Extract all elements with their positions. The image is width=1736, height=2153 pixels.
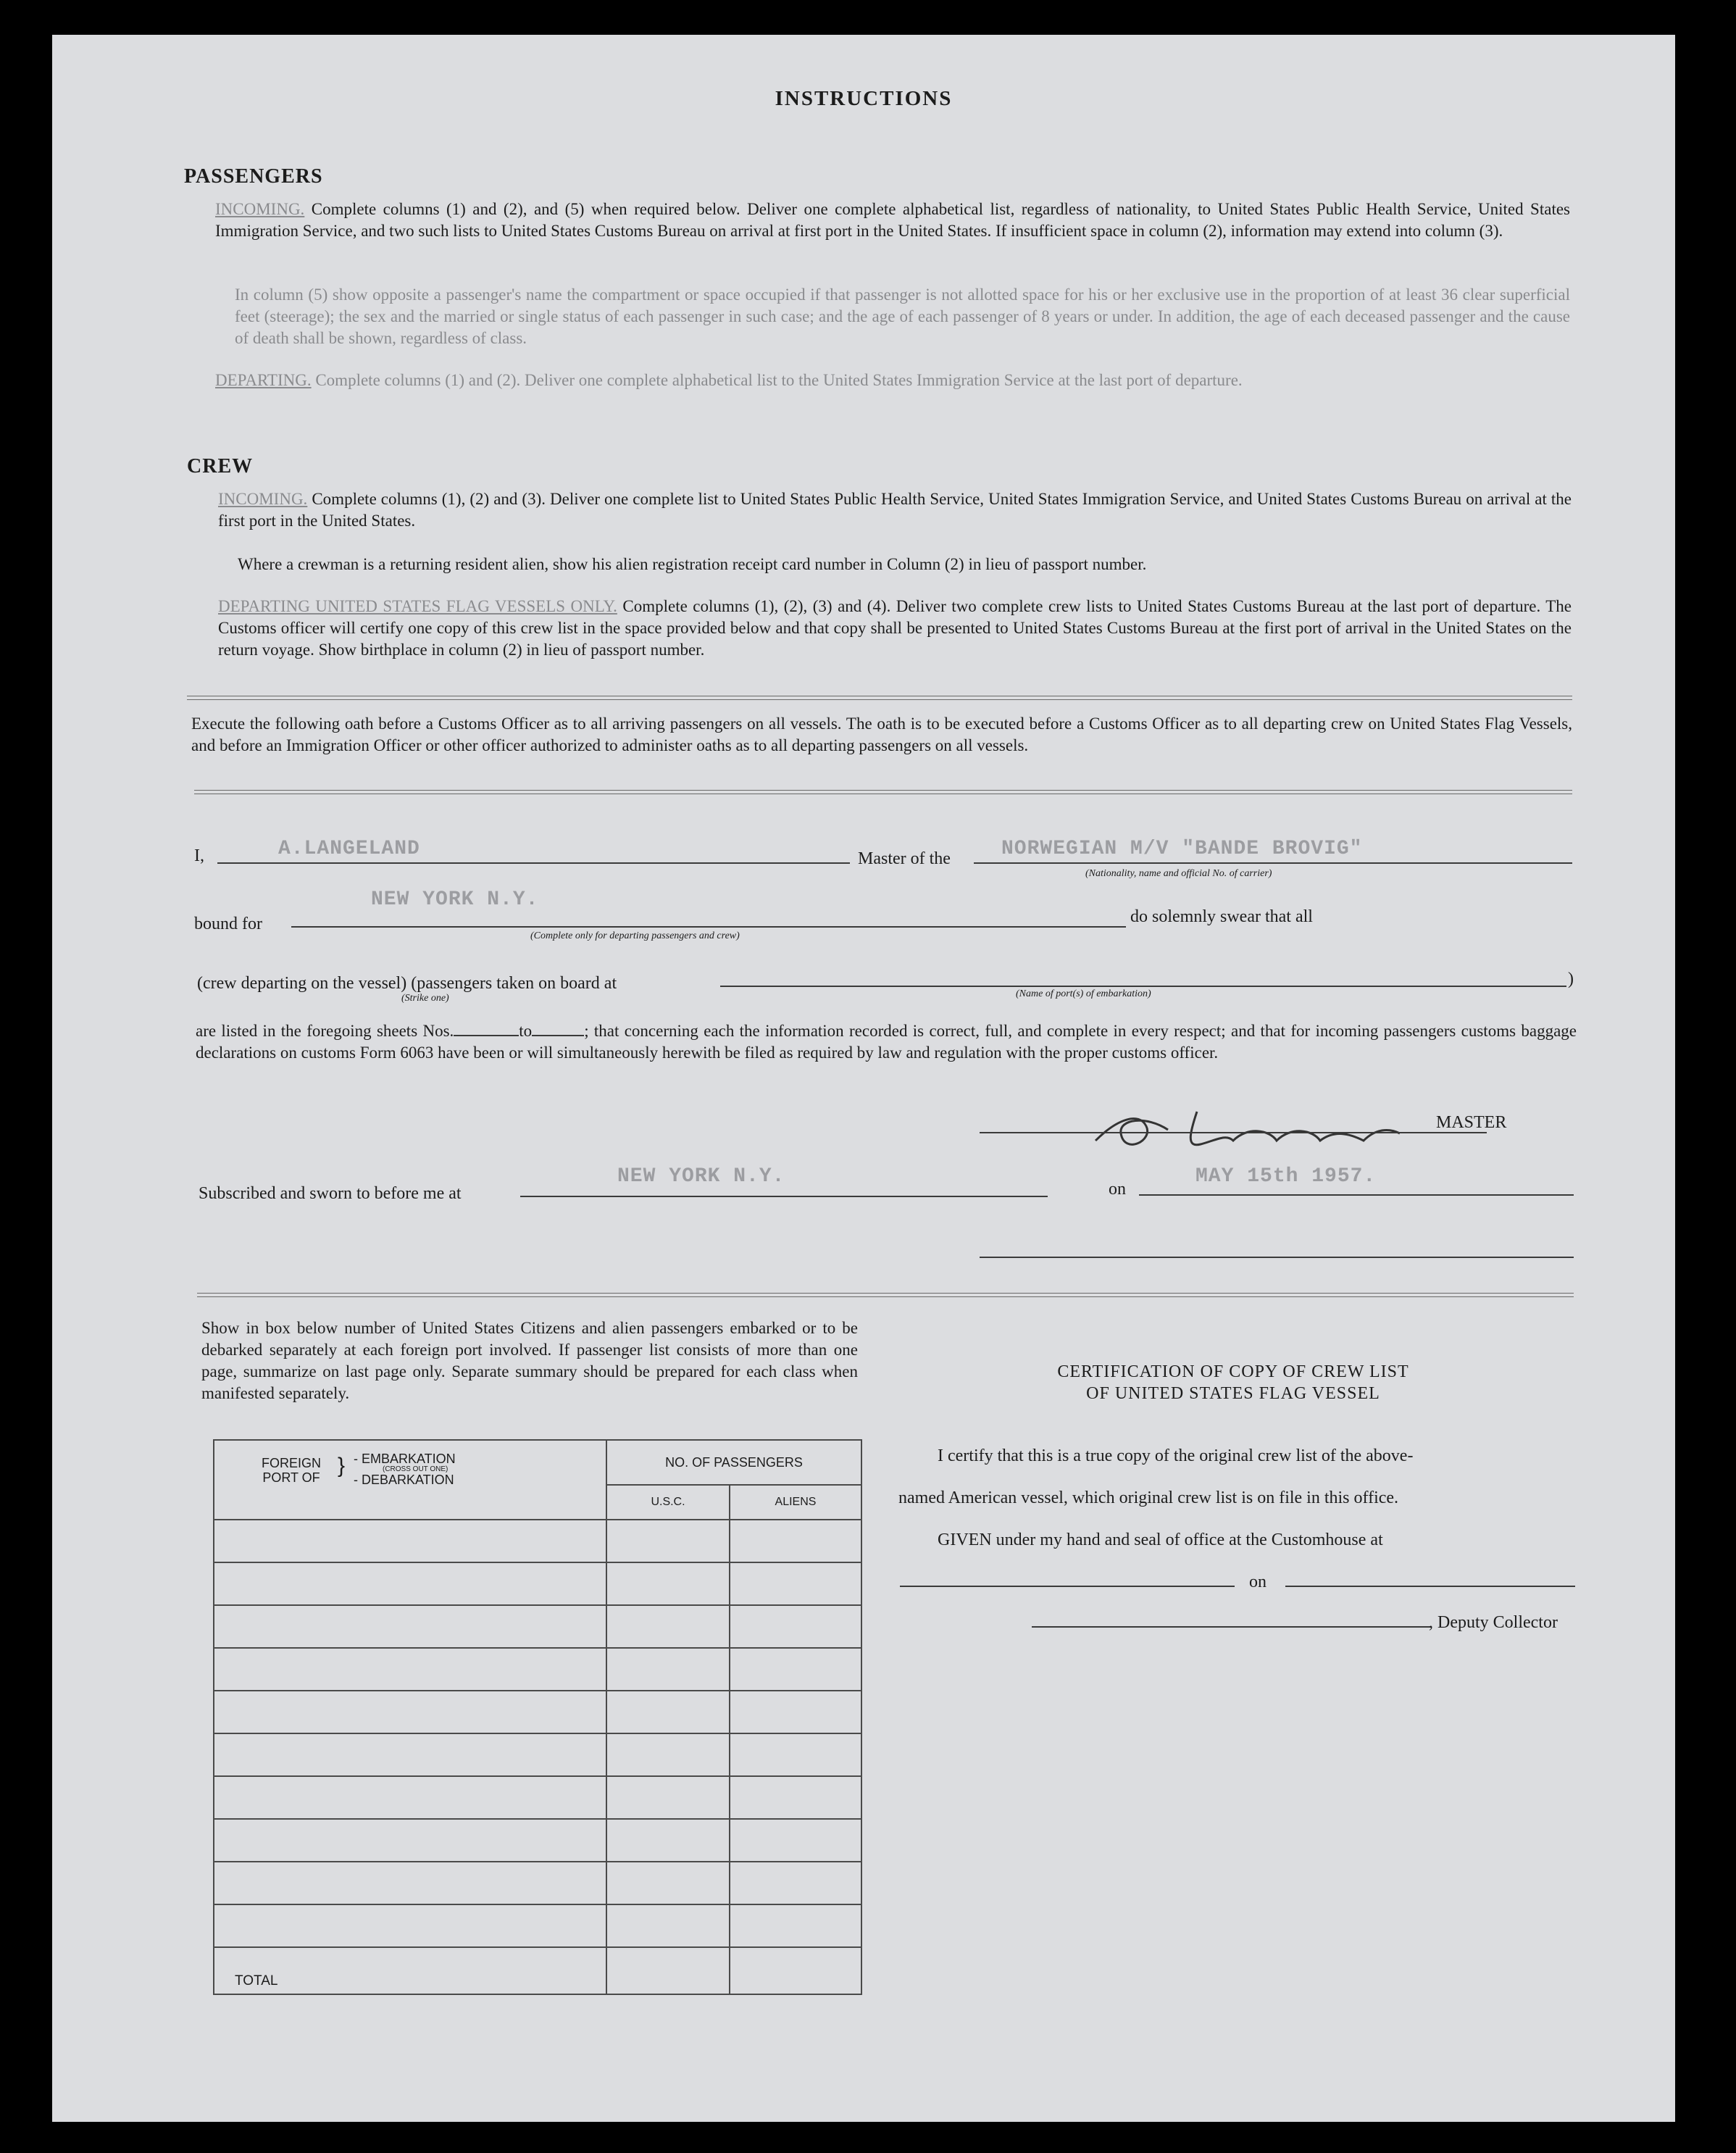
total-row (214, 1947, 861, 1994)
subscribed-label: Subscribed and sworn to before me at (199, 1184, 462, 1203)
certification-heading (893, 1361, 1574, 1404)
master-of-label: Master of the (858, 849, 951, 868)
table-row (214, 1904, 861, 1947)
departing-text: Complete columns (1) and (2). Deliver one complete alphabetical list to the United States Immigration Service at the last port of departure. (315, 371, 1243, 389)
total-label: TOTAL (214, 1947, 606, 1994)
master-name-value: A.LANGELAND (278, 838, 420, 860)
table-row (214, 1648, 861, 1691)
table-row (214, 1776, 861, 1819)
bound-for-caption: (Complete only for departing passengers and crew) (530, 930, 740, 941)
certify-text-1: I certify that this is a true copy of the original crew list of the above- (938, 1446, 1414, 1465)
passengers-heading: PASSENGERS (184, 165, 323, 188)
master-name-line[interactable] (217, 862, 850, 864)
debarkation-label: - DEBARKATION (354, 1473, 454, 1488)
total-usc-cell[interactable] (606, 1947, 730, 1994)
sworn-date-value: MAY 15th 1957. (1195, 1165, 1377, 1188)
bound-for-label: bound for (194, 915, 262, 933)
sworn-date-line[interactable] (1139, 1194, 1574, 1196)
customhouse-line[interactable] (900, 1586, 1235, 1587)
deputy-collector-line[interactable] (1032, 1626, 1430, 1628)
table-row (214, 1605, 861, 1648)
table-row (214, 1862, 861, 1904)
table-row (214, 1520, 861, 1562)
certification-date-line[interactable] (1285, 1586, 1575, 1587)
incoming-label: INCOMING. (215, 200, 305, 218)
document-page (52, 35, 1675, 2122)
embarkation-caption: (Name of port(s) of embarkation) (1016, 988, 1151, 999)
divider (187, 696, 1572, 700)
passengers-departing-paragraph (215, 370, 1570, 391)
sheet-to-blank[interactable] (532, 1035, 584, 1036)
crew-departing-paragraph (218, 596, 1572, 661)
embarkation-port-line[interactable] (720, 986, 1566, 987)
embarkation-options (354, 1452, 456, 1487)
bound-for-value: NEW YORK N.Y. (371, 888, 539, 911)
sworn-place-line[interactable] (520, 1196, 1048, 1197)
foreign-port-header (214, 1440, 606, 1520)
divider (197, 1293, 1574, 1297)
crew-heading: CREW (187, 455, 254, 478)
listed-text-1: are listed in the foregoing sheets Nos. (196, 1022, 454, 1040)
master-signature-line[interactable] (980, 1132, 1487, 1133)
crew-alien-paragraph: Where a crewman is a returning resident alien, show his alien registration receipt card number in Column (2) in lieu of passport number. (238, 555, 1147, 573)
incoming-text: Complete columns (1) and (2), and (5) when required below. Deliver one complete alphabetical list, regardless of nationality, to United States Public Health Service, United States Immigration Service, and two such lists to United States Customs Bureau on arrival at first port in the United States. If insufficient space in column (2), information may extend into column (3). (215, 200, 1571, 240)
swear-label: do solemnly swear that all (1130, 907, 1313, 926)
carrier-caption: (Nationality, name and official No. of carrier) (1085, 868, 1272, 879)
oath-instructions: Execute the following oath before a Customs Officer as to all arriving passengers on all vessels. The oath is to be executed before a Customs Officer as to all departing crew on United States Flag Vessels, and before an Immigration Officer or other officer authorized to administer oaths as to all departing passengers on all vessels. (191, 715, 1572, 754)
no-of-passengers-header: NO. OF PASSENGERS (606, 1440, 861, 1485)
cross-out-label: (CROSS OUT ONE) (383, 1465, 448, 1473)
listed-text-2: ; that concerning each the information recorded is correct, full, and complete in every respect; and that for incoming passengers customs baggage declarations on customs Form 6063 have been or will simultaneously herewith be filed as required by law and regulation with the proper customs officer. (196, 1022, 1577, 1062)
usc-header: U.S.C. (606, 1485, 730, 1520)
passenger-summary-table (213, 1439, 862, 1995)
strike-one-caption: (Strike one) (401, 993, 449, 1004)
master-signature (1052, 1090, 1443, 1170)
table-row (214, 1691, 861, 1733)
page-title: INSTRUCTIONS (775, 87, 953, 110)
certify-text-2: named American vessel, which original crew list is on file in this office. (898, 1488, 1399, 1507)
crew-incoming-label: INCOMING. (218, 490, 308, 508)
passengers-column5-paragraph: In column (5) show opposite a passenger's name the compartment or space occupied if that passenger is not allotted space for his or her exclusive use in the proportion of at least 36 clear superficial feet (steerage); the sex and the married or single status of each passenger in such case; and the age of each passenger of 8 years or under. In addition, the age of each deceased passenger and the cause of death shall be shown, regardless of class. (235, 286, 1570, 347)
carrier-line[interactable] (974, 862, 1572, 864)
oath-i-label: I, (194, 846, 204, 865)
sheet-from-blank[interactable] (454, 1035, 519, 1036)
passengers-incoming-paragraph (215, 199, 1570, 242)
summary-instructions: Show in box below number of United States Citizens and alien passengers embarked or to be debarked separately at each foreign port involved. If passenger list consists of more than one page, summarize on last page only. Separate summary should be prepared for each class when manifested separately. (201, 1319, 858, 1402)
certification-heading-line-1: CERTIFICATION OF COPY OF CREW LIST (1057, 1362, 1409, 1381)
table-row (214, 1819, 861, 1862)
divider (194, 790, 1572, 794)
closing-paren: ) (1568, 970, 1574, 988)
crew-incoming-paragraph (218, 488, 1572, 532)
embarkation-label: - EMBARKATION (354, 1452, 456, 1466)
departing-label: DEPARTING. (215, 371, 312, 389)
certification-heading-line-2: OF UNITED STATES FLAG VESSEL (1086, 1384, 1380, 1403)
crew-passengers-option: (crew departing on the vessel) (passengers taken on board at (197, 974, 617, 993)
table-row (214, 1733, 861, 1776)
crew-departing-text: Complete columns (1), (2), (3) and (4). Deliver two complete crew lists to United States Customs Bureau at the last port of departure. The Customs officer will certify one copy of this crew list in the space provided below and that copy shall be presented to United States Customs Bureau at the first port of arrival in the United States on the return voyage. Show birthplace in column (2) in lieu of passport number. (218, 597, 1572, 659)
brace-icon: } (338, 1454, 346, 1478)
aliens-header: ALIENS (730, 1485, 861, 1520)
bound-for-line[interactable] (291, 926, 1126, 928)
crew-departing-label: DEPARTING UNITED STATES FLAG VESSELS ONLY. (218, 597, 617, 615)
master-label: MASTER (1436, 1113, 1507, 1132)
certification-on-label: on (1249, 1573, 1266, 1591)
total-aliens-cell[interactable] (730, 1947, 861, 1994)
given-text: GIVEN under my hand and seal of office at the Customhouse at (938, 1531, 1383, 1549)
deputy-collector-label: , Deputy Collector (1429, 1613, 1558, 1632)
on-label: on (1109, 1180, 1126, 1199)
listed-to: to (519, 1022, 533, 1040)
table-row (214, 1562, 861, 1605)
officer-signature-line[interactable] (980, 1257, 1574, 1258)
sworn-place-value: NEW YORK N.Y. (617, 1165, 785, 1188)
foreign-port-label: FOREIGN PORT OF (261, 1456, 321, 1485)
listed-statement (196, 1020, 1577, 1064)
crew-incoming-text: Complete columns (1), (2) and (3). Deliver one complete list to United States Public Health Service, United States Immigration Service, and United States Customs Bureau on arrival at the first port in the United States. (218, 490, 1572, 530)
carrier-value: NORWEGIAN M/V "BANDE BROVIG" (1001, 838, 1363, 860)
